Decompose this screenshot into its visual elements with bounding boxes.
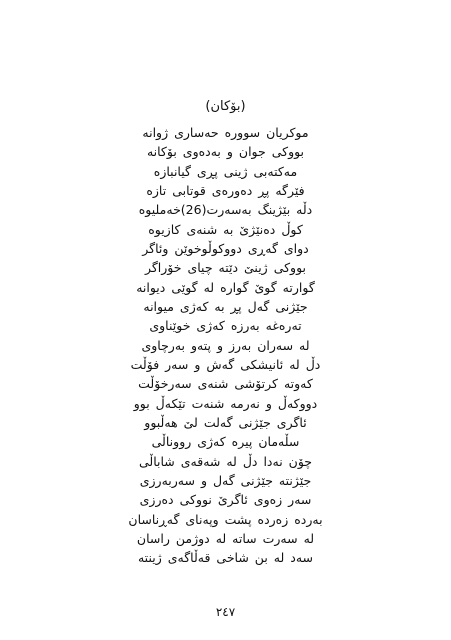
poem-title: (بۆکان) [205, 99, 246, 114]
poem-verse: جێژنتە جێژنی گەل و سەربەرزی [139, 472, 312, 488]
poem-verse: سڵەمان پیرە کەژی رووناڵی [151, 434, 300, 450]
poem-verse: فێرگە پڕ دەورەی قوتابی تازە [146, 182, 305, 198]
poem-verse: دوای گەڕی دووکوڵوخوێن وئاگر [142, 240, 309, 256]
poem-verse: مەکتەبی ژینی پڕی گیانبازە [153, 163, 298, 179]
poem-verse: بووکی ژینێ دێتە چیای خۆراگر [144, 260, 307, 276]
poem-verse: سەد لە بن شاخی قەڵاگەی ژینتە [137, 550, 314, 566]
poem-verse: کوڵ دەنێژێ بە شنەی کازیوە [148, 221, 303, 237]
poem-verse: بەردە زەردە پشت وپەنای گەڕناسان [128, 511, 323, 527]
poem-verse: گوارتە گوێ گوارە لە گوێی دیوانە [136, 279, 315, 295]
poem-verse: موکریان سووره حەساری ژوانە [142, 125, 309, 140]
page-number: ٢٤٧ [215, 605, 236, 619]
poem-verse: دووکەڵ و نەرمە شنەت تێکەڵ بوو [133, 395, 318, 411]
poem-verse: لە سەرت ساتە لە دوژمن راسان [136, 530, 315, 546]
poem-verse: بووکی جوان و بەدەوی بۆکانە [146, 144, 305, 160]
poem-verse: ئاگری جێژنی گەلت لێ هەڵبوو [144, 414, 307, 430]
poem-verses [0, 123, 451, 568]
poem-verse: چۆن نەدا دڵ لە شەقەی شاباڵی [138, 453, 313, 469]
poem-verse: دڵ لە ئانیشکی گەش و سەر فۆڵت [130, 356, 321, 372]
poem-verse: تەرەغە بەرزە کەژی خوێناوی [149, 318, 302, 334]
poem-verse: کەوتە کرتۆشی شنەی سەرخۆڵت [138, 376, 313, 392]
poem-verse: جێژنی گەل پڕ بە کەژی میوانە [143, 298, 308, 314]
poem-verse: سەر زەوی ئاگرێ نووکی دەرزی [139, 492, 312, 508]
poem-verse: دڵە بێژینگ بەسەرت(26)خەملیوە [138, 202, 313, 218]
poem-verse: لە سەران بەرز و پتەو بەرچاوی [141, 337, 310, 353]
